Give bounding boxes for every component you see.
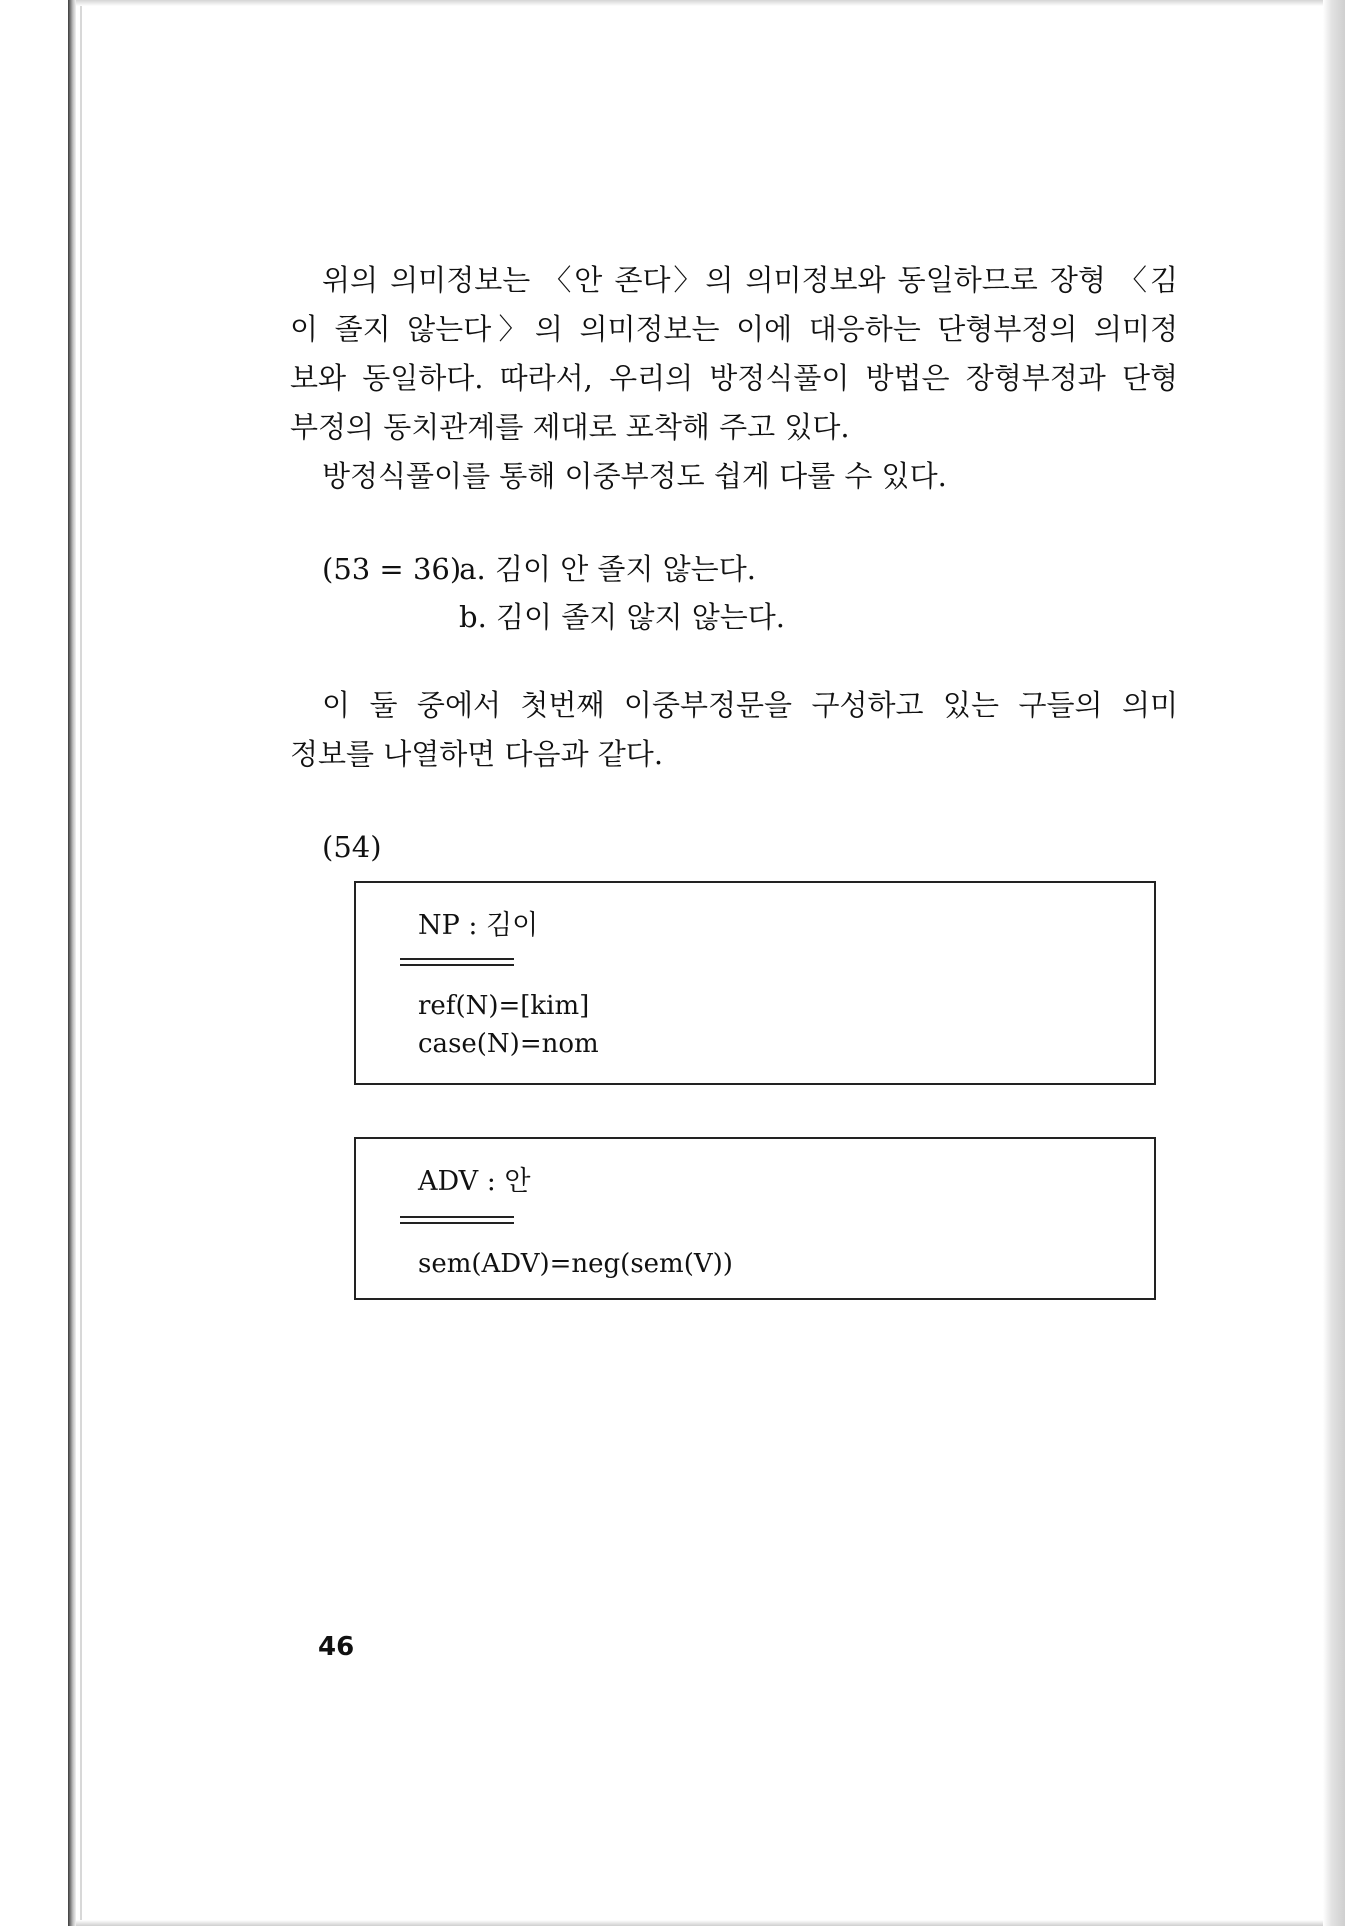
paragraph-1-line: 부정의 동치관계를 제대로 포착해 주고 있다. bbox=[290, 410, 850, 444]
paragraph-3-line: 이 둘 중에서 첫번째 이중부정문을 구성하고 있는 구들의 의미 bbox=[322, 688, 1178, 722]
feature-box-adv-features bbox=[418, 1245, 733, 1283]
paragraph-1-line: 보와 동일하다. 따라서, 우리의 방정식풀이 방법은 장형부정과 단형 bbox=[290, 361, 1178, 395]
double-rule bbox=[400, 958, 514, 966]
feature-ref: ref(N)=[kim] bbox=[418, 991, 590, 1021]
book-spine-shadow bbox=[68, 0, 76, 1926]
example-53 bbox=[322, 545, 785, 641]
feature-box-adv-head: ADV : 안 bbox=[418, 1166, 531, 1197]
feature-sem: sem(ADV)=neg(sem(V)) bbox=[418, 1249, 733, 1279]
paragraph-1-line: 이 졸지 않는다〉의 의미정보는 이에 대응하는 단형부정의 의미정 bbox=[290, 312, 1178, 346]
example-53-b: b. 김이 졸지 않지 않는다. bbox=[459, 600, 785, 634]
page-top-edge bbox=[76, 0, 1323, 6]
paragraph-3 bbox=[290, 681, 1178, 779]
feature-box-np-features bbox=[418, 987, 599, 1063]
page-edge-line bbox=[80, 0, 82, 1926]
paragraph-2-line: 방정식풀이를 통해 이중부정도 쉽게 다룰 수 있다. bbox=[322, 459, 947, 493]
page-number: 46 bbox=[318, 1632, 355, 1662]
example-54-label: (54) bbox=[322, 830, 382, 864]
paragraph-3-line: 정보를 나열하면 다음과 같다. bbox=[290, 737, 664, 771]
page-right-edge bbox=[1323, 0, 1345, 1926]
paragraph-1 bbox=[290, 256, 1178, 452]
example-53-a: a. 김이 안 졸지 않는다. bbox=[459, 552, 756, 586]
feature-box-np bbox=[354, 881, 1156, 1085]
example-53-label: (53 = 36) bbox=[322, 552, 462, 586]
paragraph-2 bbox=[290, 452, 1178, 501]
feature-box-np-head: NP : 김이 bbox=[418, 910, 539, 941]
feature-box-adv bbox=[354, 1137, 1156, 1300]
double-rule bbox=[400, 1216, 514, 1224]
paragraph-1-line: 위의 의미정보는 〈안 존다〉의 의미정보와 동일하므로 장형 〈김 bbox=[322, 263, 1178, 297]
feature-case: case(N)=nom bbox=[418, 1029, 599, 1059]
page-bottom-edge bbox=[76, 1920, 1323, 1926]
